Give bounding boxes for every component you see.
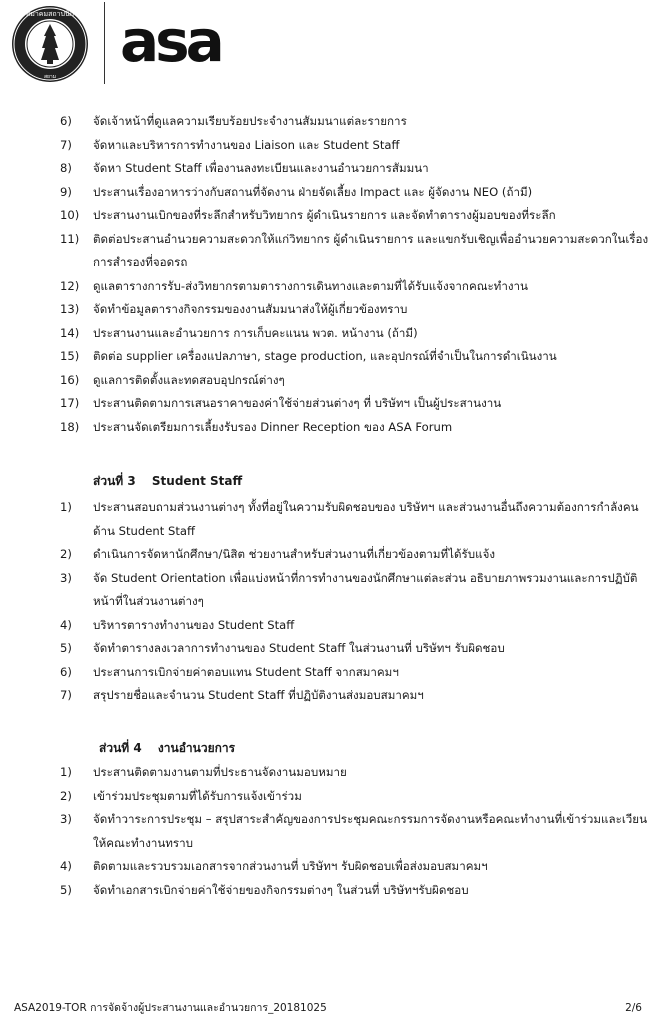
list-item bbox=[0, 228, 664, 275]
list-item bbox=[0, 808, 664, 855]
list-item bbox=[0, 416, 664, 440]
list-item bbox=[0, 637, 664, 661]
item-number: 5) bbox=[60, 882, 72, 897]
asa-seal-logo bbox=[10, 4, 90, 84]
item-text: ดูแลการติดตั้งและทดสอบอุปกรณ์ต่างๆ bbox=[93, 372, 285, 387]
list-item bbox=[0, 134, 664, 158]
item-number: 11) bbox=[60, 231, 80, 246]
section-4-name: งานอำนวยการ bbox=[157, 741, 236, 755]
item-text: ประสานงานและอำนวยการ การเก็บคะแนน พวต. หน้างาน (ถ้ามี) bbox=[93, 325, 418, 340]
list-item bbox=[0, 322, 664, 346]
item-text: ดำเนินการจัดหานักศึกษา/นิสิต ช่วยงานสำหรับส่วนงานที่เกี่ยวข้องตามที่ได้รับแจ้ง bbox=[93, 547, 496, 561]
item-number: 4) bbox=[60, 859, 72, 873]
item-text: ประสานเรื่องอาหารว่างกับสถานที่จัดงาน ฝ่ายจัดเลี้ยง Impact และ ผู้จัดงาน NEO (ถ้ามี) bbox=[93, 184, 533, 199]
item-text: ติดต่อประสานอำนวยความสะดวกให้แก่วิทยากร ผู้ดำเนินรายการ และแขกรับเชิญเพื่ออำนวยความสะดวกในเรื่องการสำรองที่จอดรถ bbox=[93, 231, 649, 269]
item-text: จัดทำตารางลงเวลาการทำงานของ Student Staff ในส่วนงานที่ บริษัทฯ รับผิดชอบ bbox=[93, 641, 505, 655]
list-item bbox=[0, 761, 664, 785]
asa-wordmark: asa bbox=[120, 7, 221, 75]
item-number: 7) bbox=[60, 137, 72, 152]
item-text: ประสานจัดเตรียมการเลี้ยงรับรอง Dinner Reception ของ ASA Forum bbox=[93, 419, 453, 434]
list-item bbox=[0, 392, 664, 416]
item-number: 15) bbox=[60, 349, 80, 363]
item-text: ประสานการเบิกจ่ายค่าตอบแทน Student Staff จากสมาคมฯ bbox=[93, 664, 399, 679]
document-title: ASA2019-TOR การจัดจ้างผู้ประสานงานและอำนวยการ_20181025 bbox=[14, 1002, 327, 1014]
item-number: 10) bbox=[60, 208, 80, 222]
item-number: 2) bbox=[60, 788, 72, 803]
item-number: 3) bbox=[60, 570, 72, 585]
item-number: 1) bbox=[60, 500, 72, 514]
list-item bbox=[0, 567, 664, 614]
item-number: 12) bbox=[60, 278, 80, 293]
list-item bbox=[0, 204, 664, 228]
section-4-list bbox=[0, 761, 664, 902]
list-item bbox=[0, 661, 664, 685]
item-text: ติดตามและรวบรวมเอกสารจากส่วนงานที่ บริษัทฯ รับผิดชอบเพื่อส่งมอบสมาคมฯ bbox=[93, 859, 488, 873]
svg-text:สยาม: สยาม bbox=[43, 74, 57, 80]
list-item bbox=[0, 855, 664, 879]
item-number: 13) bbox=[60, 302, 80, 316]
item-text: เข้าร่วมประชุมตามที่ได้รับการแจ้งเข้าร่วม bbox=[93, 788, 302, 803]
list-item bbox=[0, 785, 664, 809]
section-3-label: ส่วนที่ 3 bbox=[93, 474, 136, 488]
item-text: ติดต่อ supplier เครื่องแปลภาษา, stage production, และอุปกรณ์ที่จำเป็นในการดำเนินงาน bbox=[93, 349, 557, 363]
item-number: 6) bbox=[60, 114, 72, 128]
item-number: 1) bbox=[60, 765, 72, 779]
list-item bbox=[0, 684, 664, 708]
item-text: ประสานติดตามงานตามที่ประธานจัดงานมอบหมาย bbox=[93, 765, 347, 779]
item-number: 17) bbox=[60, 396, 80, 410]
header-divider bbox=[104, 2, 105, 84]
item-number: 18) bbox=[60, 419, 80, 434]
section-3-list bbox=[0, 496, 664, 708]
item-text: ดูแลตารางการรับ-ส่งวิทยากรตามตารางการเดินทางและตามที่ได้รับแจ้งจากคณะทำงาน bbox=[93, 278, 528, 293]
item-text: จัดหาและบริหารการทำงานของ Liaison และ Student Staff bbox=[93, 137, 400, 152]
list-item bbox=[0, 157, 664, 181]
item-number: 3) bbox=[60, 812, 72, 826]
section-3-heading bbox=[93, 471, 242, 491]
item-text: จัดทำวาระการประชุม – สรุปสาระสำคัญของการประชุมคณะกรรมการจัดงานหรือคณะทำงานที่เข้าร่วมและเวียนให้คณะทำงานทราบ bbox=[93, 812, 648, 850]
item-text: ประสานติดตามการเสนอราคาของค่าใช้จ่ายส่วนต่างๆ ที่ บริษัทฯ เป็นผู้ประสานงาน bbox=[93, 396, 502, 410]
list-item bbox=[0, 110, 664, 134]
svg-text:สมาคมสถาปนิก: สมาคมสถาปนิก bbox=[25, 10, 75, 18]
item-number: 7) bbox=[60, 688, 72, 702]
page-number: 2/6 bbox=[625, 1002, 642, 1014]
list-item bbox=[0, 614, 664, 638]
item-text: บริหารตารางทำงานของ Student Staff bbox=[93, 617, 295, 632]
list-item bbox=[0, 879, 664, 903]
section-4-heading bbox=[99, 738, 235, 758]
list-item bbox=[0, 369, 664, 393]
list-item bbox=[0, 345, 664, 369]
list-item bbox=[0, 298, 664, 322]
item-text: ประสานสอบถามส่วนงานต่างๆ ทั้งที่อยู่ในความรับผิดชอบของ บริษัทฯ และส่วนงานอื่นถึงความต้องการกำลังคนด้าน Student Staff bbox=[93, 500, 639, 538]
list-item bbox=[0, 496, 664, 543]
item-number: 5) bbox=[60, 641, 72, 655]
item-number: 2) bbox=[60, 547, 72, 561]
item-text: ประสานงานเบิกของที่ระลึกสำหรับวิทยากร ผู้ดำเนินรายการ และจัดทำตารางผู้มอบของที่ระลึก bbox=[93, 208, 556, 222]
section-3-name: Student Staff bbox=[151, 474, 243, 488]
item-number: 16) bbox=[60, 372, 80, 387]
item-text: สรุปรายชื่อและจำนวน Student Staff ที่ปฏิบัติงานส่งมอบสมาคมฯ bbox=[93, 688, 424, 702]
task-list-continued bbox=[0, 110, 664, 439]
item-number: 9) bbox=[60, 184, 72, 199]
page-header bbox=[0, 0, 664, 92]
item-number: 8) bbox=[60, 161, 72, 175]
item-number: 6) bbox=[60, 664, 72, 679]
item-number: 14) bbox=[60, 325, 80, 340]
item-text: จัด Student Orientation เพื่อแบ่งหน้าที่การทำงานของนักศึกษาแต่ละส่วน อธิบายภาพรวมงานและการปฏิบัติหน้าที่ในส่วนงานต่างๆ bbox=[93, 570, 638, 608]
list-item bbox=[0, 275, 664, 299]
list-item bbox=[0, 181, 664, 205]
item-text: จัดทำเอกสารเบิกจ่ายค่าใช้จ่ายของกิจกรรมต่างๆ ในส่วนที่ บริษัทฯรับผิดชอบ bbox=[93, 882, 469, 897]
section-4-label: ส่วนที่ 4 bbox=[99, 741, 142, 755]
item-text: จัดเจ้าหน้าที่ดูแลความเรียบร้อยประจำงานสัมมนาแต่ละรายการ bbox=[93, 114, 407, 128]
list-item bbox=[0, 543, 664, 567]
item-text: จัดหา Student Staff เพื่องานลงทะเบียนและงานอำนวยการสัมมนา bbox=[93, 161, 429, 175]
item-text: จัดทำข้อมูลตารางกิจกรรมของงานสัมมนาส่งให้ผู้เกี่ยวข้องทราบ bbox=[93, 302, 408, 316]
item-number: 4) bbox=[60, 617, 72, 632]
